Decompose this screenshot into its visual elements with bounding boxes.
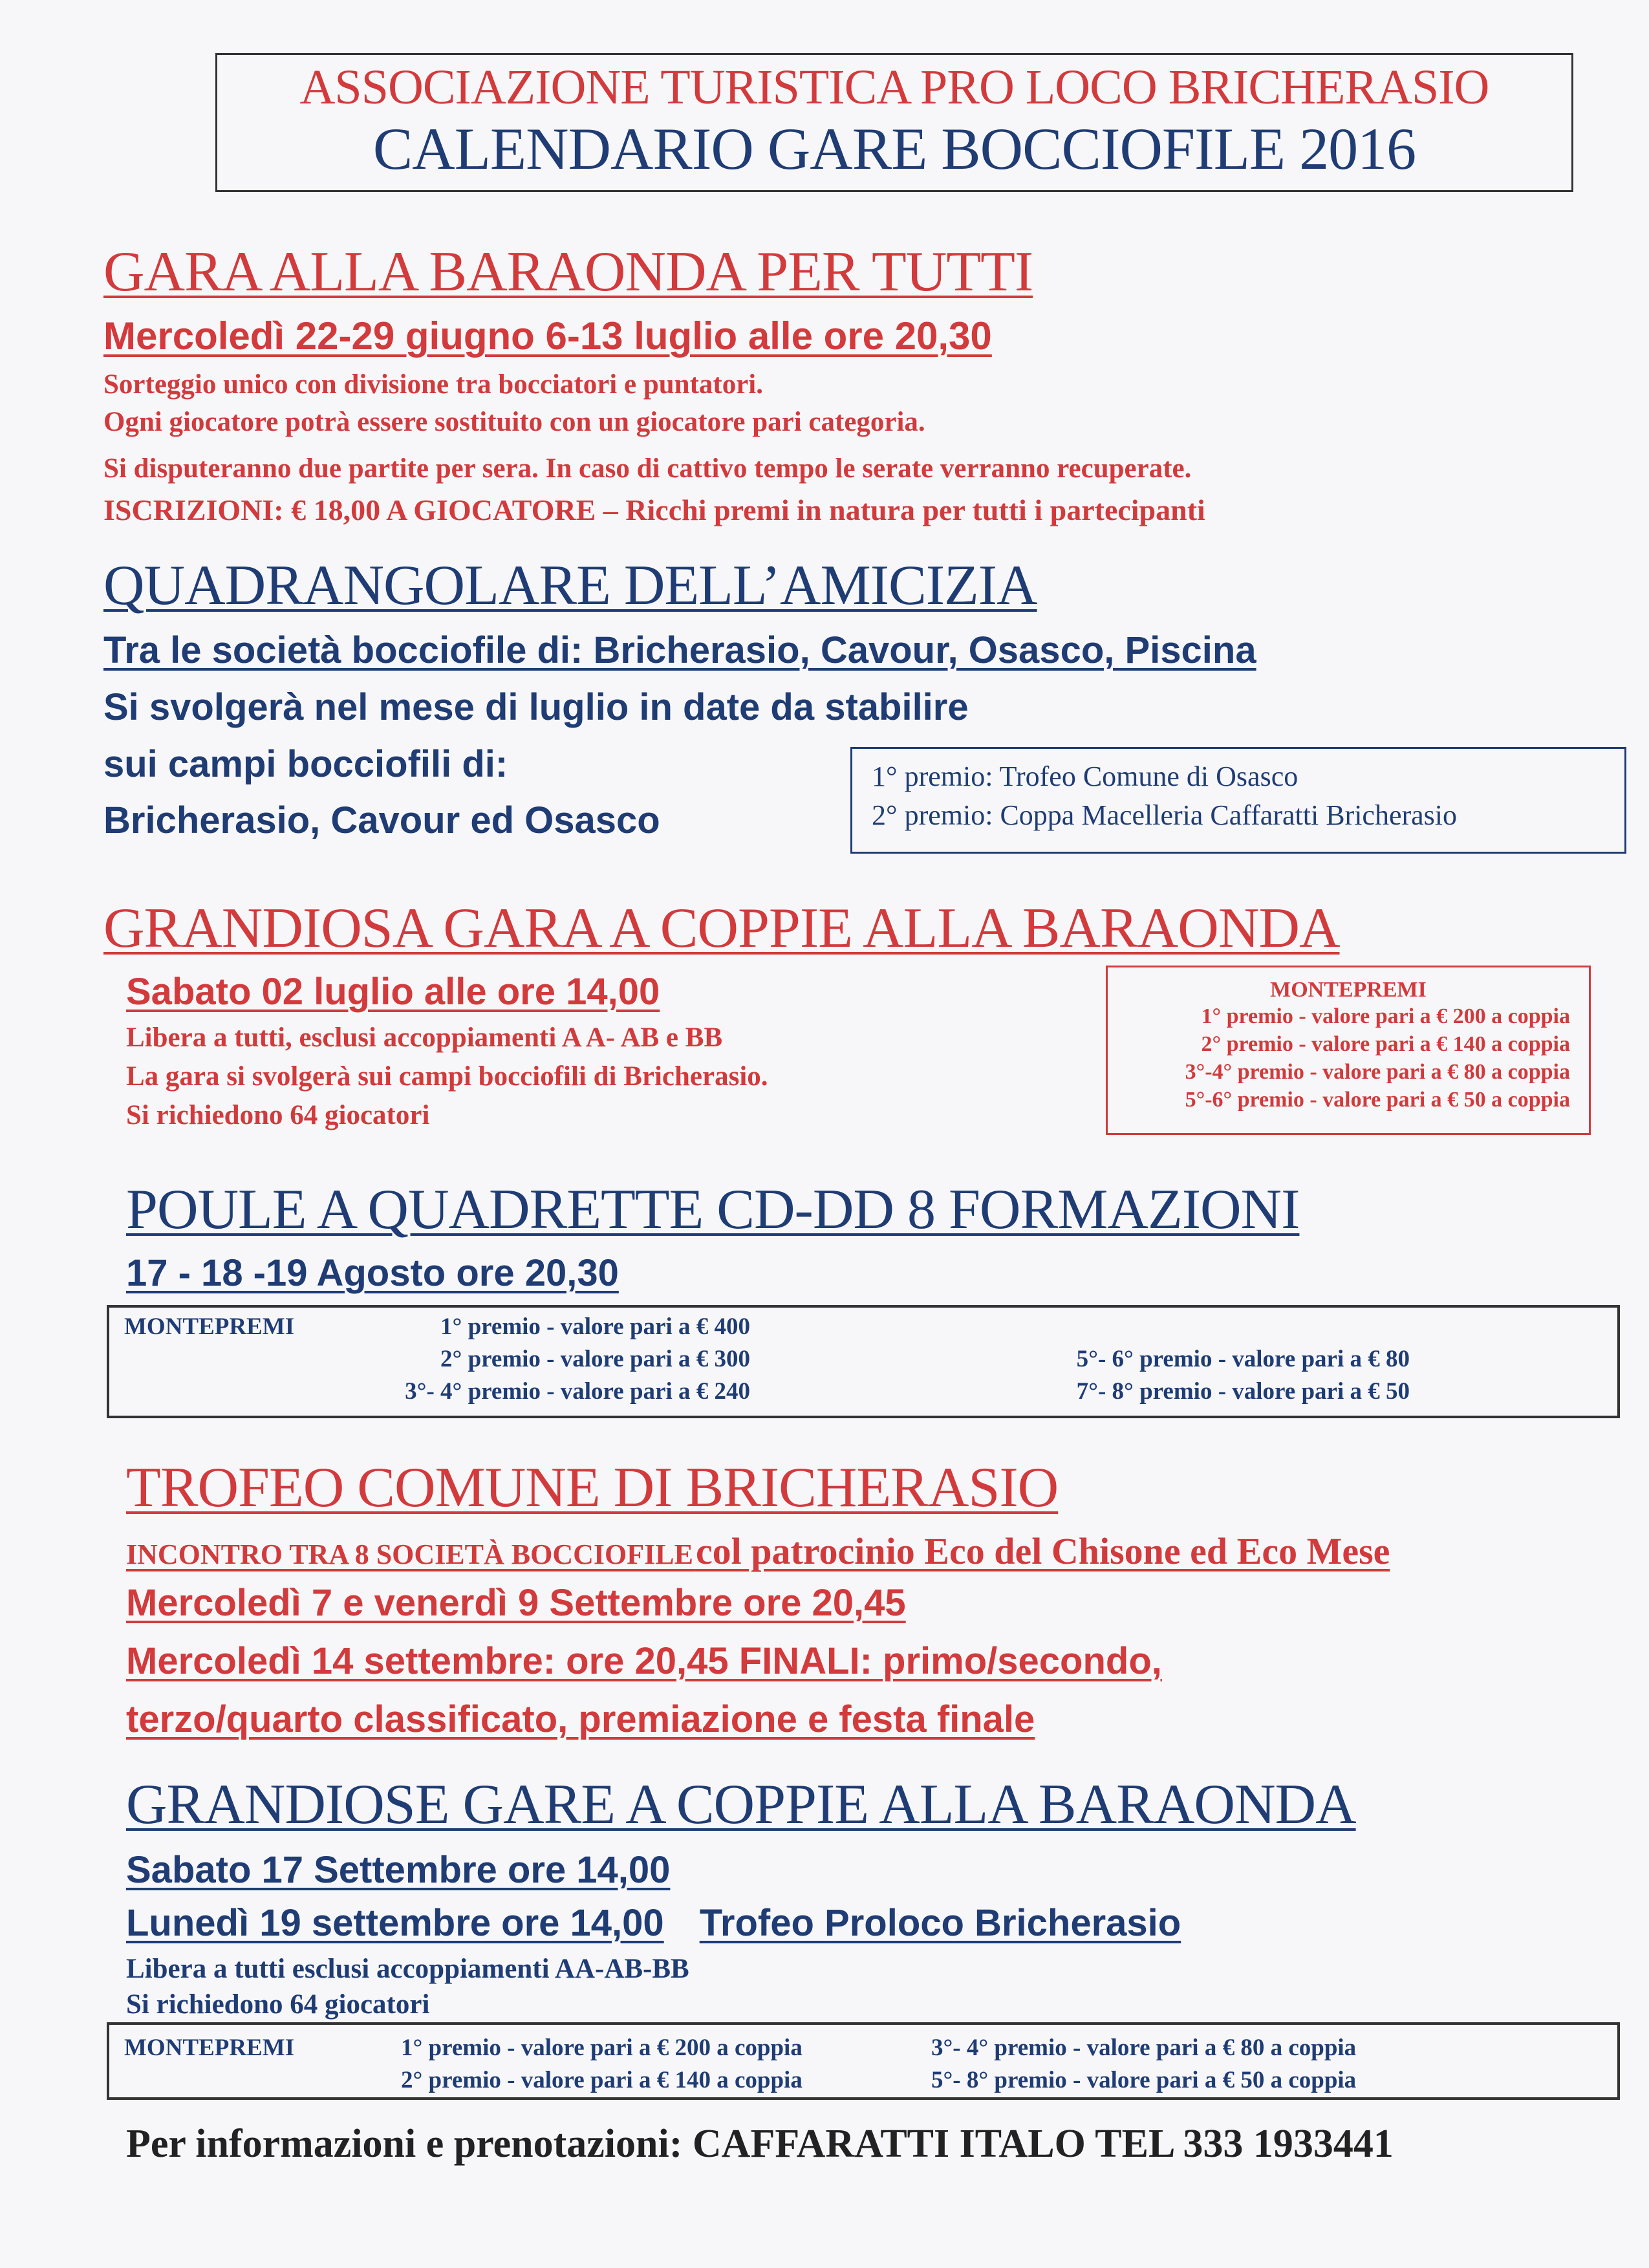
prize-line: 2° premio: Coppa Macelleria Caffaratti Bricherasio	[872, 799, 1458, 831]
prize-line: 3°-4° premio - valore pari a € 80 a coppia	[1185, 1060, 1570, 1084]
section-title-grandiosa: GRANDIOSA GARA A COPPIE ALLA BARAONDA	[103, 897, 1340, 960]
section-subtitle	[126, 1529, 1390, 1573]
date-text: Lunedì 19 settembre ore 14,00	[126, 1902, 664, 1944]
prize-line: 2° premio - valore pari a € 300	[440, 1346, 750, 1372]
text-line: Si svolgerà nel mese di luglio in date da stabilire	[103, 686, 969, 728]
text-line: Ogni giocatore potrà essere sostituito con un giocatore pari categoria.	[103, 407, 925, 437]
subtitle-part-b: col patrocinio Eco del Chisone ed Eco Mese	[695, 1530, 1390, 1572]
text-line: Libera a tutti esclusi accoppiamenti AA-AB-BB	[126, 1954, 689, 1984]
section-date: Mercoledì 22-29 giugno 6-13 luglio alle ore 20,30	[103, 314, 992, 358]
section-title-quadrangolare: QUADRANGOLARE DELL’AMICIZIA	[103, 554, 1037, 617]
subtitle-part-a: INCONTRO TRA 8 SOCIETÀ BOCCIOFILE	[126, 1539, 693, 1570]
prize-line: 1° premio: Trofeo Comune di Osasco	[872, 761, 1299, 792]
text-line: Tra le società bocciofile di: Bricherasio, Cavour, Osasco, Piscina	[103, 629, 1256, 671]
prize-line: 3°- 4° premio - valore pari a € 80 a coppia	[931, 2035, 1357, 2061]
prize-line: 1° premio - valore pari a € 200 a coppia	[401, 2035, 803, 2061]
prize-line: 3°- 4° premio - valore pari a € 240	[405, 1378, 750, 1405]
text-line: Si richiedono 64 giocatori	[126, 1989, 430, 2020]
text-line: Mercoledì 7 e venerdì 9 Settembre ore 20,45	[126, 1582, 906, 1624]
prize-line: 7°- 8° premio - valore pari a € 50	[1076, 1378, 1410, 1405]
prize-line: 2° premio - valore pari a € 140 a coppia	[401, 2067, 803, 2093]
prize-line: 5°- 8° premio - valore pari a € 50 a coppia	[931, 2067, 1357, 2093]
text-line: ISCRIZIONI: € 18,00 A GIOCATORE – Ricchi premi in natura per tutti i partecipanti	[103, 493, 1205, 526]
prize-line: 5°-6° premio - valore pari a € 50 a coppia	[1185, 1088, 1570, 1112]
prize-label: MONTEPREMI	[124, 2035, 295, 2061]
section-title-poule: POULE A QUADRETTE CD-DD 8 FORMAZIONI	[126, 1178, 1300, 1241]
text-line: terzo/quarto classificato, premiazione e festa finale	[126, 1698, 1035, 1740]
trofeo-name: Trofeo Proloco Bricherasio	[699, 1902, 1181, 1944]
prize-line: 2° premio - valore pari a € 140 a coppia	[1201, 1032, 1570, 1056]
section-date	[126, 1901, 1181, 1945]
calendar-title: CALENDARIO GARE BOCCIOFILE 2016	[372, 116, 1416, 182]
section-title-grandiose: GRANDIOSE GARE A COPPIE ALLA BARAONDA	[126, 1773, 1356, 1836]
text-line: La gara si svolgerà sui campi bocciofili di Bricherasio.	[126, 1061, 768, 1092]
text-line: Si disputeranno due partite per sera. In caso di cattivo tempo le serate verranno recuperate.	[103, 453, 1192, 484]
prize-line: 1° premio - valore pari a € 200 a coppia	[1201, 1004, 1570, 1028]
section-title-trofeo: TROFEO COMUNE DI BRICHERASIO	[126, 1456, 1059, 1519]
section-date: Sabato 17 Settembre ore 14,00	[126, 1849, 671, 1891]
text-line: Sorteggio unico con divisione tra bocciatori e puntatori.	[103, 369, 763, 400]
prize-line: 1° premio - valore pari a € 400	[440, 1313, 750, 1340]
text-line: Mercoledì 14 settembre: ore 20,45 FINALI: primo/secondo,	[126, 1640, 1162, 1682]
prize-label: MONTEPREMI	[124, 1313, 295, 1340]
prize-title: MONTEPREMI	[1270, 978, 1427, 1002]
section-date: Sabato 02 luglio alle ore 14,00	[126, 971, 660, 1013]
text-line: Si richiedono 64 giocatori	[126, 1100, 430, 1130]
text-line: Bricherasio, Cavour ed Osasco	[103, 799, 660, 841]
prize-box	[107, 2022, 1620, 2100]
prize-line: 5°- 6° premio - valore pari a € 80	[1076, 1346, 1410, 1372]
section-title-baraonda: GARA ALLA BARAONDA PER TUTTI	[103, 241, 1033, 303]
section-date: 17 - 18 -19 Agosto ore 20,30	[126, 1252, 619, 1294]
text-line: sui campi bocciofili di:	[103, 743, 508, 785]
association-title: ASSOCIAZIONE TURISTICA PRO LOCO BRICHERASIO	[299, 60, 1489, 114]
contact-info: Per informazioni e prenotazioni: CAFFARATTI ITALO TEL 333 1933441	[126, 2122, 1394, 2166]
text-line: Libera a tutti, esclusi accoppiamenti A A- AB e BB	[126, 1022, 723, 1053]
